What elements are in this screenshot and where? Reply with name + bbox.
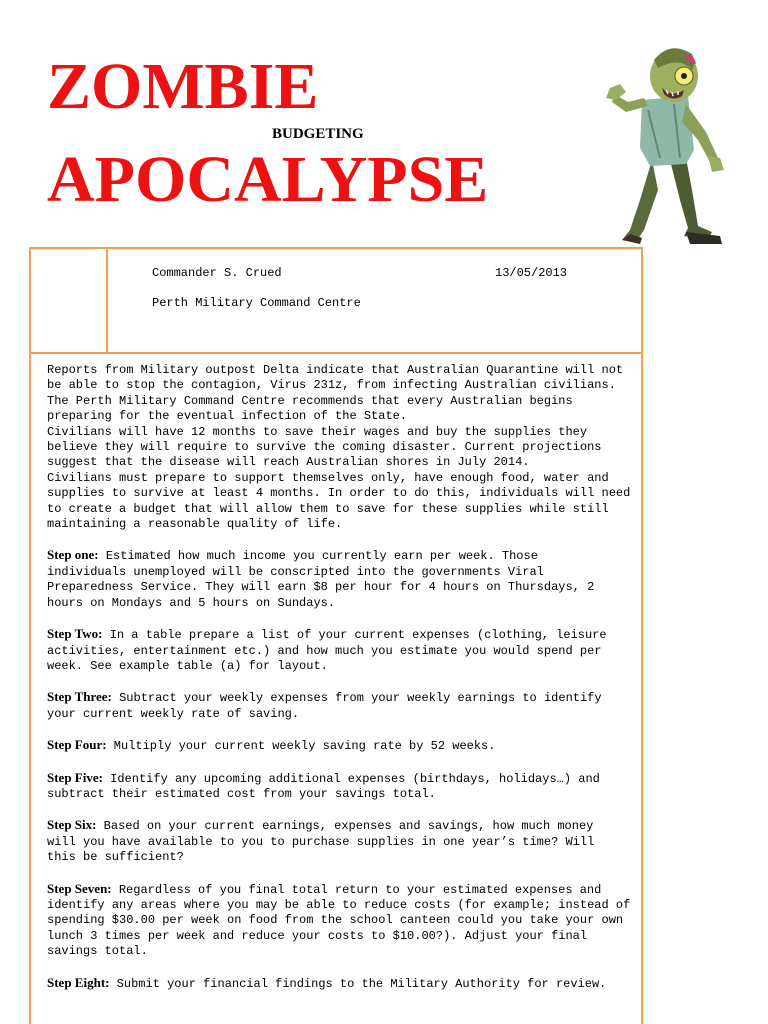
step-one [47,547,632,611]
step-label: Step Four: [47,737,107,753]
memo-date: 13/05/2013 [495,266,568,280]
memo-body [47,363,632,992]
step-text: individuals unemployed will be conscripted into the governments Viral [47,564,544,579]
step-label: Step Five: [47,769,103,785]
step-label: Step Three: [47,689,112,705]
step-text: subtract their estimated cost from your savings total. [47,786,436,801]
zombie-icon [600,40,730,248]
memo-from: Commander S. Crued [152,266,282,280]
step-label: Step Eight: [47,974,110,990]
step-text: hours on Mondays and 5 hours on Sundays. [47,595,336,610]
frame-divider [29,352,643,354]
step-text: will you have available to you to purchase supplies in one year’s time? Will [47,834,595,849]
step-seven [47,881,632,960]
intro-line: to create a budget that will allow them to save for these supplies while still [47,501,609,516]
step-text: your current weekly rate of saving. [47,706,300,721]
title-apocalypse: APOCALYPSE [47,143,489,216]
intro-line: be able to stop the contagion, Virus 231z, from infecting Australian civilians. [47,378,616,393]
frame-header-margin [106,247,108,354]
step-eight [47,975,632,992]
intro-paragraph [47,363,632,532]
step-label: Step one: [47,547,99,563]
step-text: Identify any upcoming additional expenses (birthdays, holidays…) and [102,771,600,786]
step-text: savings total. [47,944,148,959]
intro-line: suggest that the disease will reach Australian shores in July 2014. [47,455,530,470]
step-label: Step Six: [47,817,97,833]
step-two [47,626,632,674]
step-label: Step Two: [47,626,103,642]
step-text: Subtract your weekly expenses from your weekly earnings to identify [111,691,602,706]
frame-top-border [29,247,643,249]
step-label: Step Seven: [47,880,112,896]
step-text: lunch 3 times per week and reduce your costs to $10.00?). Adjust your final [47,928,588,943]
step-text: identify any areas where you may be able to reduce costs (for example; instead of [47,897,631,912]
step-text: spending $30.00 per week on food from the school canteen could you take your own [47,913,624,928]
memo-location: Perth Military Command Centre [152,296,361,310]
step-text: week. See example table (a) for layout. [47,658,328,673]
step-six [47,817,632,865]
intro-line: supplies to survive at least 4 months. In order to do this, individuals will need [47,486,631,501]
step-three [47,689,632,722]
step-text: Estimated how much income you currently earn per week. Those [98,549,538,564]
frame-right-border [641,247,643,1024]
intro-line: Civilians must prepare to support themselves only, have enough food, water and [47,470,609,485]
intro-line: Civilians will have 12 months to save their wages and buy the supplies they [47,424,588,439]
step-text: Submit your financial findings to the Military Authority for review. [109,976,607,991]
frame-left-border [29,247,31,1024]
step-text: Based on your current earnings, expenses and savings, how much money [96,819,594,834]
step-text: Preparedness Service. They will earn $8 per hour for 4 hours on Thursdays, 2 [47,580,595,595]
intro-line: The Perth Military Command Centre recommends that every Australian begins [47,393,573,408]
step-four [47,737,632,754]
step-text: In a table prepare a list of your current expenses (clothing, leisure [102,628,607,643]
step-text: Multiply your current weekly saving rate by 52 weeks. [106,739,496,754]
step-text: activities, entertainment etc.) and how much you estimate you would spend per [47,643,602,658]
title-zombie: ZOMBIE [47,50,319,123]
intro-line: Reports from Military outpost Delta indicate that Australian Quarantine will not [47,363,624,377]
subtitle-budgeting: BUDGETING [272,126,364,142]
intro-line: believe they will require to survive the coming disaster. Current projections [47,440,602,455]
step-five [47,770,632,803]
step-text: Regardless of you final total return to your estimated expenses and [111,882,602,897]
intro-line: preparing for the eventual infection of the State. [47,409,408,424]
intro-line: maintaining a reasonable quality of life. [47,517,343,532]
step-text: this be sufficient? [47,850,184,865]
